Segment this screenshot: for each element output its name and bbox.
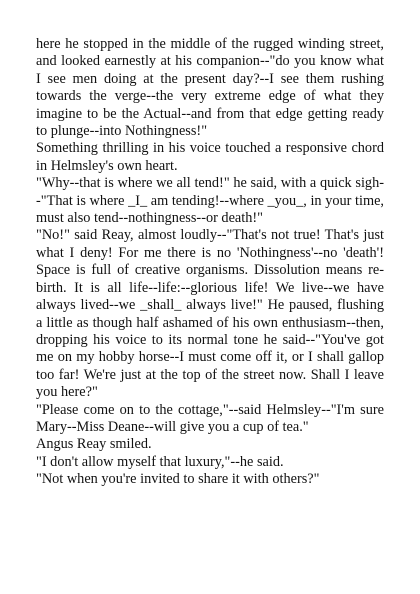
paragraph-1: here he stopped in the middle of the rugged winding street, and looked earnestly at his companion--"do you know what I see men doing at the present day?--I see them rushing towards the verge--the very extreme edge of what they imagine to be the Actual--and from that edge getting ready to plunge--into Nothingness!" [36, 36, 384, 140]
document-page [36, 36, 384, 489]
paragraph-2: Something thrilling in his voice touched a responsive chord in Helmsley's own heart. [36, 140, 384, 174]
paragraph-3: "Why--that is where we all tend!" he said, with a quick sigh--"That is where _I_ am tending!--where _you_, in your time, must also tend--nothingness--or death!" [36, 175, 384, 227]
paragraph-6: Angus Reay smiled. [36, 436, 152, 453]
paragraph-8: "Not when you're invited to share it with others?" [36, 471, 320, 488]
paragraph-7: "I don't allow myself that luxury,"--he said. [36, 453, 284, 470]
paragraph-5: "Please come on to the cottage,"--said Helmsley--"I'm sure Mary--Miss Deane--will give you a cup of tea." [36, 401, 384, 435]
paragraph-4: "No!" said Reay, almost loudly--"That's not true! That's just what I deny! For me there is no 'Nothingness'--no 'death'! Space is full of creative organisms. Dissolution means re-birth. It is all life--life:--glorious life! We live--we have always lived--we _shall_ always live!" He paused, flushing a little as though half ashamed of his own enthusiasm--then, dropping his voice to its normal tone he said--"You've got me on my hobby horse--I must come off it, or I shall gallop too far! We're just at the top of the street now. Shall I leave you here?" [36, 227, 384, 401]
